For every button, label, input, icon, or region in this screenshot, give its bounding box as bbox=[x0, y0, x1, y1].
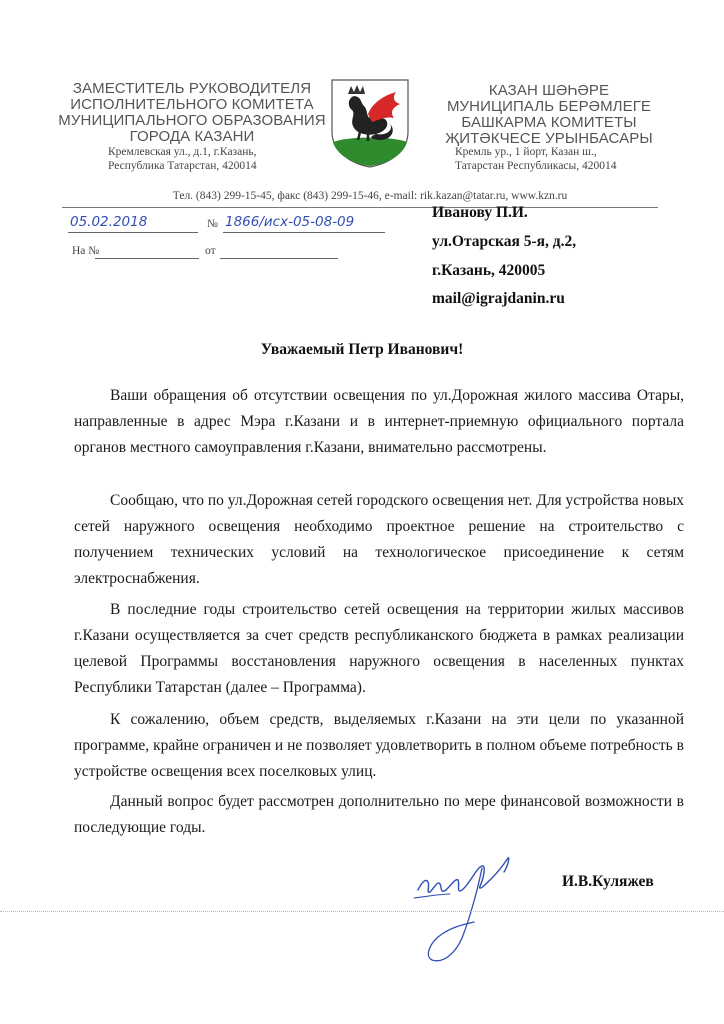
header-divider bbox=[62, 207, 658, 208]
recipient-street: ул.Отарская 5-я, д.2, bbox=[432, 233, 577, 250]
right-header-title bbox=[424, 83, 674, 147]
left-title-line: ЗАМЕСТИТЕЛЬ РУКОВОДИТЕЛЯ bbox=[72, 80, 312, 97]
contacts-line: Тел. (843) 299-15-45, факс (843) 299-15-46, e-mail: rik.kazan@tatar.ru, www.kzn.ru bbox=[172, 190, 568, 202]
recipient-name: Иванову П.И. bbox=[432, 204, 528, 221]
in-reply-date-label: от bbox=[205, 245, 216, 257]
left-address-line: Кремлевская ул., д.1, г.Казань, bbox=[108, 146, 257, 158]
right-address-line: Кремль ур., 1 йорт, Казан ш., bbox=[455, 146, 597, 158]
left-title-line: ГОРОДА КАЗАНИ bbox=[129, 128, 255, 145]
outgoing-date: 05.02.2018 bbox=[70, 214, 148, 230]
signer-name: И.В.Куляжев bbox=[562, 873, 654, 890]
kazan-emblem-icon bbox=[320, 74, 420, 169]
body-paragraph: В последние годы строительство сетей освещения на территории жилых массивов г.Казани осуществляется за счет средств республиканского бюджета в рамках реализации целевой Программы восстановления наружного освещения в населенных пунктах Республики Татарстан (далее – Программа). bbox=[74, 601, 684, 696]
right-title-line: БАШКАРМА КОМИТЕТЫ bbox=[461, 114, 637, 131]
in-reply-date-underline bbox=[220, 258, 338, 259]
left-header-address bbox=[108, 145, 278, 173]
salutation: Уважаемый Петр Иванович! bbox=[260, 341, 464, 358]
left-title-line: ИСПОЛНИТЕЛЬНОГО КОМИТЕТА bbox=[70, 96, 314, 113]
body-paragraph: К сожалению, объем средств, выделяемых г.Казани на эти цели по указанной программе, крайне ограничен и не позволяет удовлетворить в полном объеме потребность в устройстве освещения всех поселковых улиц. bbox=[74, 711, 684, 780]
body-paragraph: Ваши обращения об отсутствии освещения по ул.Дорожная жилого массива Отары, направленные в адрес Мэра г.Казани и в интернет-приемную официального портала органов местного самоуправления г.Казани, внимательно рассмотрены. bbox=[74, 387, 684, 456]
date-underline bbox=[68, 232, 198, 233]
in-reply-number-label: На № bbox=[72, 245, 100, 257]
body-paragraph: Данный вопрос будет рассмотрен дополнительно по мере финансовой возможности в последующие годы. bbox=[74, 793, 684, 836]
right-address-line: Татарстан Республикасы, 420014 bbox=[455, 160, 617, 172]
handwritten-signature bbox=[400, 838, 540, 978]
in-reply-number-underline bbox=[95, 258, 199, 259]
footer-divider bbox=[0, 911, 724, 912]
recipient-city: г.Казань, 420005 bbox=[432, 262, 546, 279]
right-title-line: МУНИЦИПАЛЬ БЕРӘМЛЕГЕ bbox=[446, 98, 652, 115]
number-underline bbox=[223, 232, 385, 233]
recipient-email: mail@igrajdanin.ru bbox=[432, 290, 565, 307]
number-label: № bbox=[207, 218, 218, 230]
outgoing-number: 1866/исх-05-08-09 bbox=[225, 214, 355, 230]
left-title-line: МУНИЦИПАЛЬНОГО ОБРАЗОВАНИЯ bbox=[58, 112, 326, 129]
body-paragraph: Сообщаю, что по ул.Дорожная сетей городского освещения нет. Для устройства новых сетей наружного освещения необходимо проектное решение на строительство с получением технических условий на технологическое присоединение к сетям электроснабжения. bbox=[74, 492, 684, 587]
right-header-address bbox=[455, 145, 645, 173]
right-title-line: КАЗАН ШӘҺӘРЕ bbox=[488, 82, 610, 99]
left-address-line: Республика Татарстан, 420014 bbox=[108, 160, 257, 172]
left-header-title bbox=[58, 81, 326, 145]
right-title-line: ҖИТӘКЧЕСЕ УРЫНБАСАРЫ bbox=[445, 130, 653, 147]
